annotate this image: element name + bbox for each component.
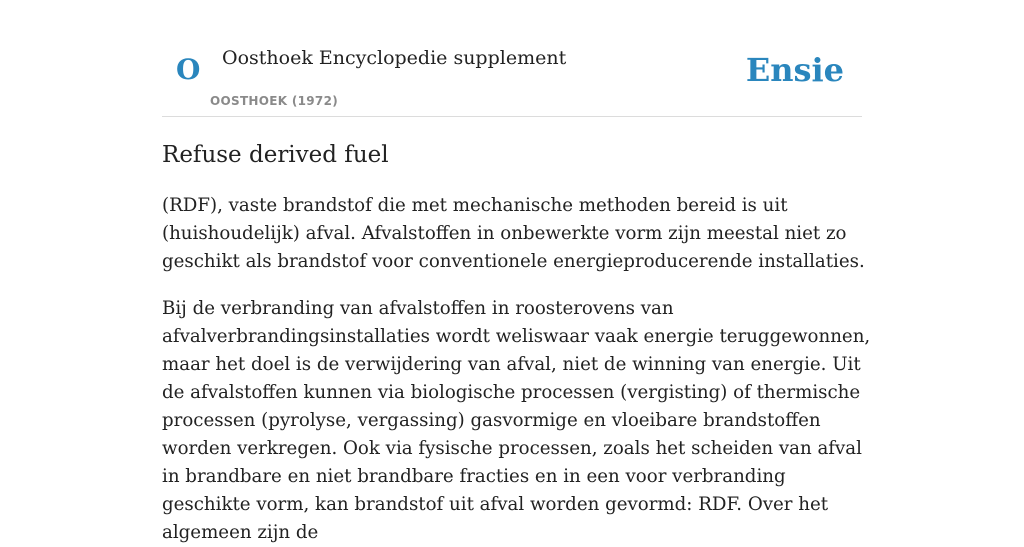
source-publisher: OOSTHOEK (1972) bbox=[210, 94, 339, 108]
article-paragraph-1: (RDF), vaste brandstof die met mechanische methoden bereid is uit (huishoudelijk) afval. Afvalstoffen in onbewerkte vorm zijn meestal niet zo geschikt als brandstof voor conventionele energieproducerende installaties. bbox=[162, 195, 865, 272]
source-title-link[interactable]: Oosthoek Encyclopedie supplement bbox=[222, 47, 567, 69]
source-header bbox=[162, 0, 862, 117]
article-paragraph-2: Bij de verbranding van afvalstoffen in roosterovens van afvalverbrandingsinstallaties wordt weliswaar vaak energie teruggewonnen, maar het doel is de verwijdering van afval, niet de winning van energie. Uit de afvalstoffen kunnen via biologische processen (vergisting) of thermische processen (pyrolyse, vergassing) gasvormige en vloeibare brandstoffen worden verkregen. Ook via fysische processen, zoals het scheiden van afval in brandbare en niet brandbare fracties en in een voor verbranding geschikte vorm, kan brandstof uit afval worden gevormd: RDF. Over het algemeen zijn de bbox=[162, 298, 871, 543]
article-title: Refuse derived fuel bbox=[162, 142, 389, 168]
source-letter-badge: O bbox=[176, 53, 201, 86]
ensie-logo[interactable]: Ensie bbox=[745, 51, 844, 89]
